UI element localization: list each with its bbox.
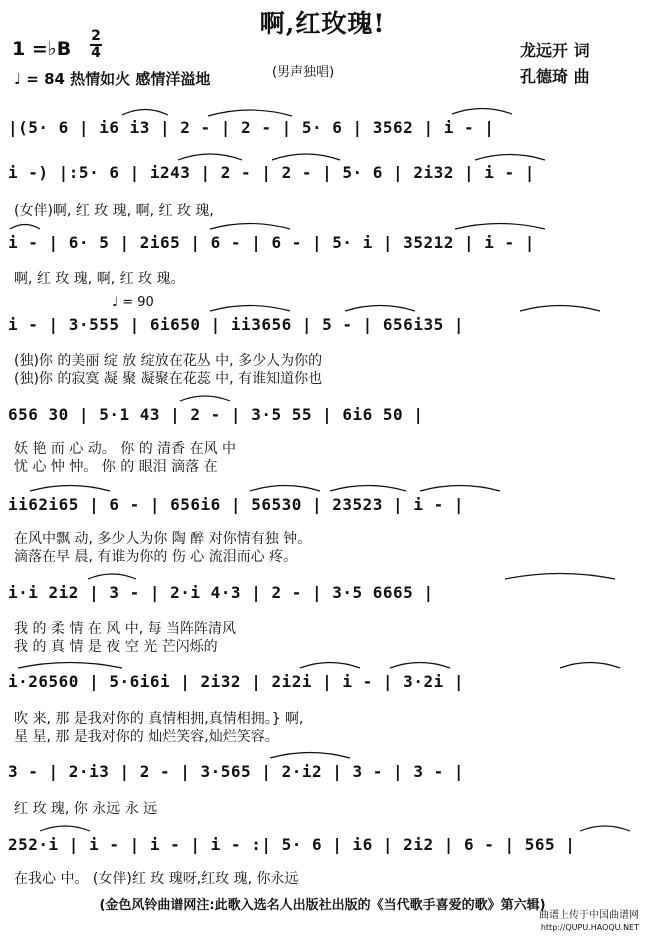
slur-arc	[272, 154, 340, 160]
staff-row: 3 - | 2·i3 | 2 - | 3·565 | 2·i2 | 3 - | 3 - |	[8, 762, 464, 781]
lyric-line: 滴落在早 晨, 有谁为你的 伤 心 流泪而心 疼。	[14, 549, 298, 565]
slur-arc	[452, 109, 512, 115]
composer-credit: 孔德琦 曲	[520, 67, 590, 86]
lyric-line: (独)你 的美丽 绽 放 绽放在花丛 中, 多少人为你的	[14, 353, 323, 369]
tempo-change: ♩ = 90	[112, 295, 154, 310]
footnote: (金色风铃曲谱网注:此歌入选名人出版社出版的《当代歌手喜爱的歌》第六辑)	[99, 898, 546, 913]
lyric-line: 吹 来, 那 是我对你的 真情相拥,真情相拥。} 啊,	[14, 711, 304, 727]
staff-row: 252·i | i - | i - | i - :| 5· 6 | i6 | 2i2 | 6 - | 565 |	[8, 835, 576, 854]
voice-note: (男声独唱)	[272, 65, 335, 80]
time-signature-top: 2	[91, 28, 101, 44]
slur-arc	[210, 224, 290, 230]
staff-row: i·26560 | 5·6i6i | 2i32 | 2i2i | i - | 3·2i |	[8, 672, 464, 691]
slur-arc	[88, 574, 136, 579]
slur-arc	[300, 663, 360, 669]
slur-arc	[475, 155, 545, 161]
slur-arc	[390, 663, 450, 669]
lyric-line: 在我心 中。 (女伴)红 玫 瑰呀,红玫 瑰, 你永远	[14, 871, 299, 887]
lyric-line: 啊, 红 玫 瑰, 啊, 红 玫 瑰。	[14, 271, 185, 287]
slur-arc	[30, 486, 110, 492]
slur-arc	[40, 826, 90, 831]
slur-arc	[455, 224, 545, 230]
slur-arc	[345, 306, 415, 312]
lyric-line: 在风中飘 动, 多少人为你 陶 醉 对你情有独 钟。	[14, 531, 312, 547]
staff-row: i - | 6· 5 | 2i65 | 6 - | 6 - | 5· i | 35212 | i - |	[8, 233, 535, 252]
slur-arc	[208, 110, 292, 116]
lyric-line: 忧 心 忡 忡。 你 的 眼泪 滴落 在	[14, 459, 218, 475]
staff-row: i·i 2i2 | 3 - | 2·i 4·3 | 2 - | 3·5 6665 |	[8, 583, 434, 602]
staff-row: |(5· 6 | i6 i3 | 2 - | 2 - | 5· 6 | 3562 | i - |	[8, 118, 495, 137]
lyric-line: (女伴)啊, 红 玫 瑰, 啊, 红 玫 瑰,	[14, 203, 214, 219]
lyric-line: 妖 艳 而 心 动。 你 的 清香 在风 中	[14, 441, 237, 457]
staff-row: i - | 3·555 | 6i650 | ii3656 | 5 - | 656i35 |	[8, 315, 464, 334]
slur-arc	[330, 486, 406, 492]
slur-arc	[270, 753, 350, 759]
watermark-url: http://QUPU.HAOQU.NET	[540, 923, 639, 932]
lyric-line: 星 星, 那 是我对你的 灿烂笑容,灿烂笑容。	[14, 729, 279, 745]
slur-arc	[178, 154, 242, 160]
slur-arc	[580, 826, 630, 831]
lyric-line: 我 的 真 情 是 夜 空 光 芒闪烁的	[14, 639, 218, 655]
slur-arc	[505, 574, 615, 580]
slur-arc	[10, 225, 40, 230]
slur-arc	[420, 486, 500, 492]
staff-row: ii62i65 | 6 - | 656i6 | 56530 | 23523 | i - |	[8, 495, 464, 514]
lyric-line: 我 的 柔 情 在 风 中, 每 当阵阵清风	[14, 621, 237, 637]
lyricist-credit: 龙远开 词	[520, 41, 590, 60]
watermark-text: 曲谱上传于中国曲谱网	[539, 910, 639, 921]
key-signature: 1 =♭B	[12, 38, 72, 60]
slur-arc	[250, 486, 320, 492]
page-title: 啊,红玫瑰!	[259, 9, 386, 38]
time-signature-bottom: 4	[91, 45, 101, 61]
tempo-marking: ♩ = 84 热情如火 感情洋溢地	[14, 70, 211, 88]
slur-arc	[520, 306, 600, 312]
staff-row: i -) |:5· 6 | i243 | 2 - | 2 - | 5· 6 | 2i32 | i - |	[8, 163, 535, 182]
slur-arc	[122, 110, 168, 116]
slur-arc	[210, 306, 290, 312]
slur-arc	[18, 663, 122, 669]
staff-row: 656 30 | 5·1 43 | 2 - | 3·5 55 | 6i6 50 |	[8, 405, 424, 424]
watermark	[539, 910, 639, 934]
lyric-line: 红 玫 瑰, 你 永远 永 远	[14, 801, 158, 817]
slur-arc	[180, 396, 230, 401]
slur-arc	[560, 663, 620, 669]
lyric-line: (独)你 的寂寞 凝 聚 凝聚在花蕊 中, 有谁知道你也	[14, 371, 323, 387]
